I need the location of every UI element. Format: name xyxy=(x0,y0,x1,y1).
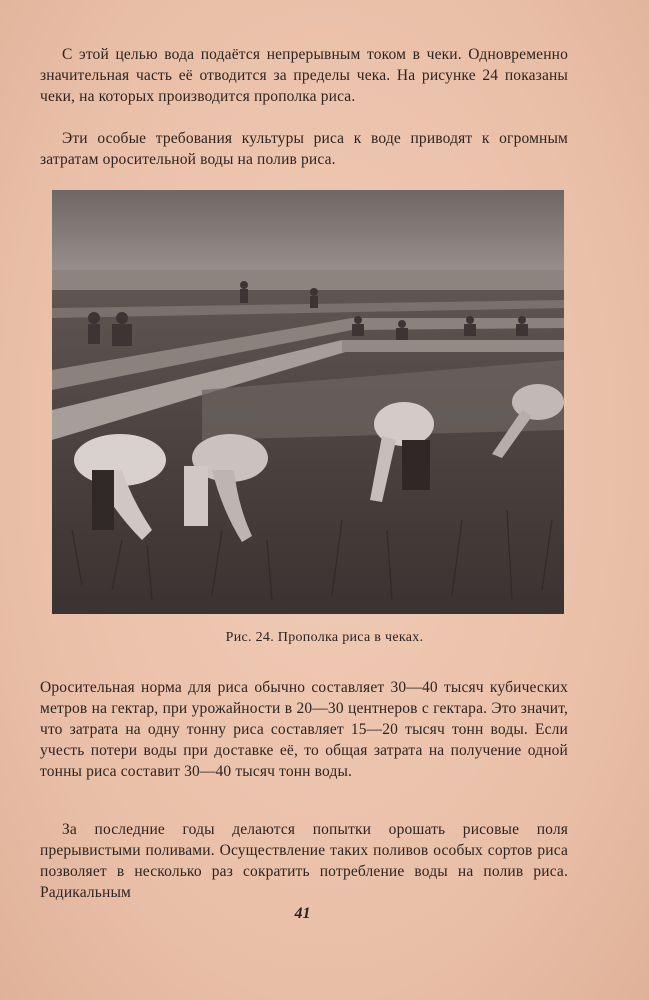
rice-field-illustration xyxy=(52,190,564,614)
paragraph-irrigation-norm: Оросительная норма для риса обычно составляет 30—40 тысяч кубических метров на гектар, при урожайности в 20—30 центнеров с гектара. Это значит, что затрата на одну тонну риса составляет 15—20 тысяч тонн воды. Если учесть потери воды при доставке её, то общая затрата на получение одной тонны риса составит 30—40 тысяч тонн воды. xyxy=(40,679,568,780)
paragraph-intermittent-irrigation: За последние годы делаются попытки орошать рисовые поля прерывистыми поливами. Осуществление таких поливов особых сортов риса позволяет в несколько раз сократить потребление воды на полив риса. Радикальным xyxy=(40,821,568,901)
page-number: 41 xyxy=(294,905,311,922)
figure-caption: Рис. 24. Прополка риса в чеках. xyxy=(225,630,424,645)
paragraph-water-supply: С этой целью вода подаётся непрерывным током в чеки. Одновременно значительная часть её отводится за пределы чека. На рисунке 24 показаны чеки, на которых производится прополка риса. xyxy=(40,46,568,105)
figure-rice-weeding-photo xyxy=(52,190,564,614)
paragraph-water-requirements: Эти особые требования культуры риса к воде приводят к огромным затратам оросительной воды на полив риса. xyxy=(40,130,568,168)
